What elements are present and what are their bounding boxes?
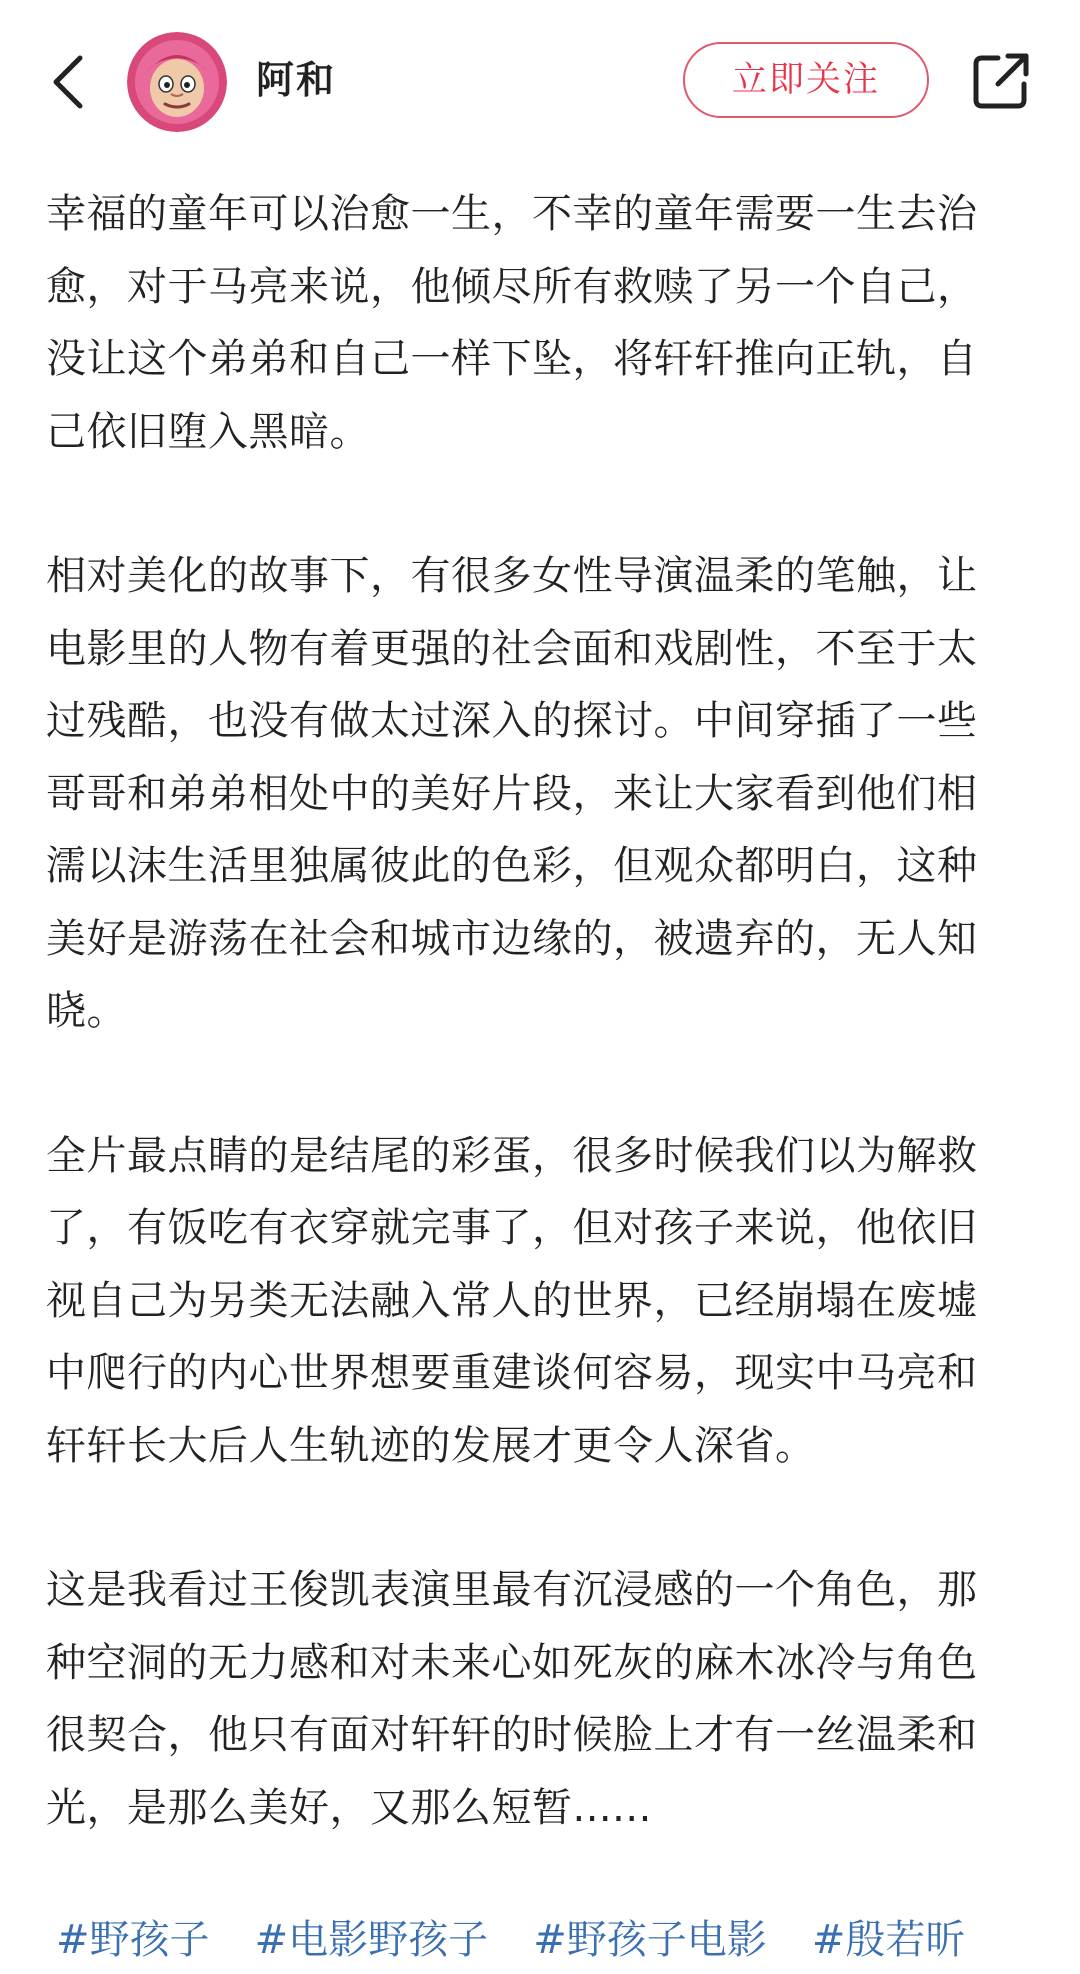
hashtag-link[interactable]: #电影野孩子: [254, 1917, 489, 1963]
post-paragraph: 相对美化的故事下，有很多女性导演温柔的笔触，让电影里的人物有着更强的社会面和戏剧性，不至于太过残酷，也没有做太过深入的探讨。中间穿插了一些哥哥和弟弟相处中的美好片段，来让大家看到他们相濡以沫生活里独属彼此的色彩，但观众都明白，这种美好是游荡在社会和城市边缘的，被遗弃的，无人知晓。: [46, 553, 978, 1034]
post-paragraph: 全片最点睛的是结尾的彩蛋，很多时候我们以为解救了，有饭吃有衣穿就完事了，但对孩子来说，他依旧视自己为另类无法融入常人的世界，已经崩塌在废墟中爬行的内心世界想要重建谈何容易，现实中马亮和轩轩长大后人生轨迹的发展才更令人深省。: [46, 1132, 978, 1469]
user-avatar-icon: [127, 32, 227, 132]
post-paragraph: 这是我看过王俊凯表演里最有沉浸感的一个角色，那种空洞的无力感和对未来心如死灰的麻木冰冷与角色很契合，他只有面对轩轩的时候脸上才有一丝温柔和光，是那么美好，又那么短暂......: [46, 1567, 978, 1831]
username[interactable]: 阿和: [256, 58, 337, 102]
top-bar: [0, 0, 1080, 160]
share-external-icon: [970, 50, 1032, 112]
chevron-left-icon: [44, 50, 94, 114]
hashtag-link[interactable]: #野孩子电影: [533, 1917, 767, 1963]
share-button[interactable]: [970, 50, 1032, 112]
paragraph-gap: [46, 468, 1008, 540]
avatar[interactable]: [127, 32, 227, 132]
back-button[interactable]: [44, 50, 94, 114]
hashtag-row: [56, 1910, 1066, 1970]
paragraph-gap: [46, 1048, 1008, 1120]
paragraph-gap: [46, 1482, 1008, 1554]
hashtag-link[interactable]: #殷若昕: [811, 1917, 966, 1963]
follow-button[interactable]: 立即关注: [683, 42, 929, 118]
post-body: [46, 178, 1008, 1844]
post-paragraph: 幸福的童年可以治愈一生，不幸的童年需要一生去治愈，对于马亮来说，他倾尽所有救赎了另一个自己，没让这个弟弟和自己一样下坠，将轩轩推向正轨，自己依旧堕入黑暗。: [46, 191, 978, 455]
hashtag-link[interactable]: #野孩子: [56, 1917, 210, 1963]
